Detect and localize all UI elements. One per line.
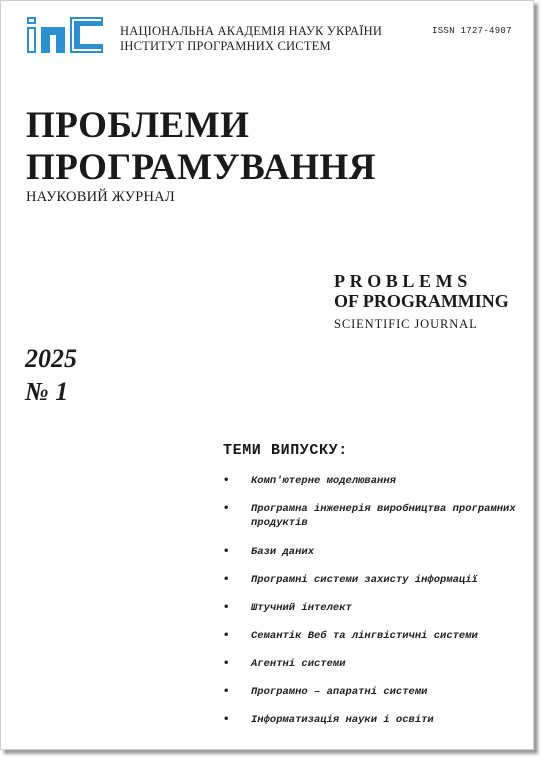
topic-text: Програмні системи захисту інформації	[251, 574, 478, 586]
topic-text: Інформатизація науки і освіти	[251, 714, 434, 726]
bullet-icon: •	[223, 503, 230, 514]
topic-text: Програмно – апаратні системи	[251, 686, 428, 698]
topic-text: Бази даних	[251, 546, 315, 558]
journal-title-line-2: ПРОГРАМУВАННЯ	[26, 147, 376, 188]
institution-header	[120, 24, 382, 54]
bullet-icon: •	[223, 546, 230, 557]
journal-title	[26, 105, 376, 189]
bullet-icon: •	[223, 630, 230, 641]
bullet-icon: •	[223, 658, 230, 669]
bullet-icon: •	[223, 602, 230, 613]
topic-text: Комп'ютерне моделювання	[251, 475, 396, 487]
logo-n	[41, 27, 65, 53]
bullet-icon: •	[223, 475, 230, 486]
logo-c	[70, 17, 103, 53]
english-title-line-2: OF PROGRAMMING	[334, 291, 509, 311]
english-subtitle: SCIENTIFIC JOURNAL	[334, 317, 478, 331]
journal-subtitle: НАУКОВИЙ ЖУРНАЛ	[26, 189, 175, 205]
issn-label: ISSN 1727-4907	[432, 26, 512, 36]
bullet-icon: •	[223, 686, 230, 697]
inc-logo	[27, 17, 103, 53]
topic-text: Агентні системи	[251, 658, 346, 670]
journal-title-line-1: ПРОБЛЕМИ	[26, 105, 250, 146]
english-title-line-1: PROBLEMS	[334, 271, 472, 291]
topics-heading: ТЕМИ ВИПУСКУ:	[223, 442, 348, 459]
topic-text: Семантік Веб та лінгвістичні системи	[251, 630, 478, 642]
bullet-icon: •	[223, 714, 230, 725]
issue-year: 2025	[25, 344, 77, 373]
topic-text: Програмна інженерія виробництва програмних продуктів	[251, 503, 516, 529]
issue-number: № 1	[25, 377, 69, 406]
topic-text: Штучний інтелект	[251, 602, 352, 614]
bullet-icon: •	[223, 574, 230, 585]
institution-line-1: НАЦІОНАЛЬНА АКАДЕМІЯ НАУК УКРАЇНИ	[120, 24, 383, 38]
institution-line-2: ІНСТИТУТ ПРОГРАМНИХ СИСТЕМ	[120, 39, 331, 53]
